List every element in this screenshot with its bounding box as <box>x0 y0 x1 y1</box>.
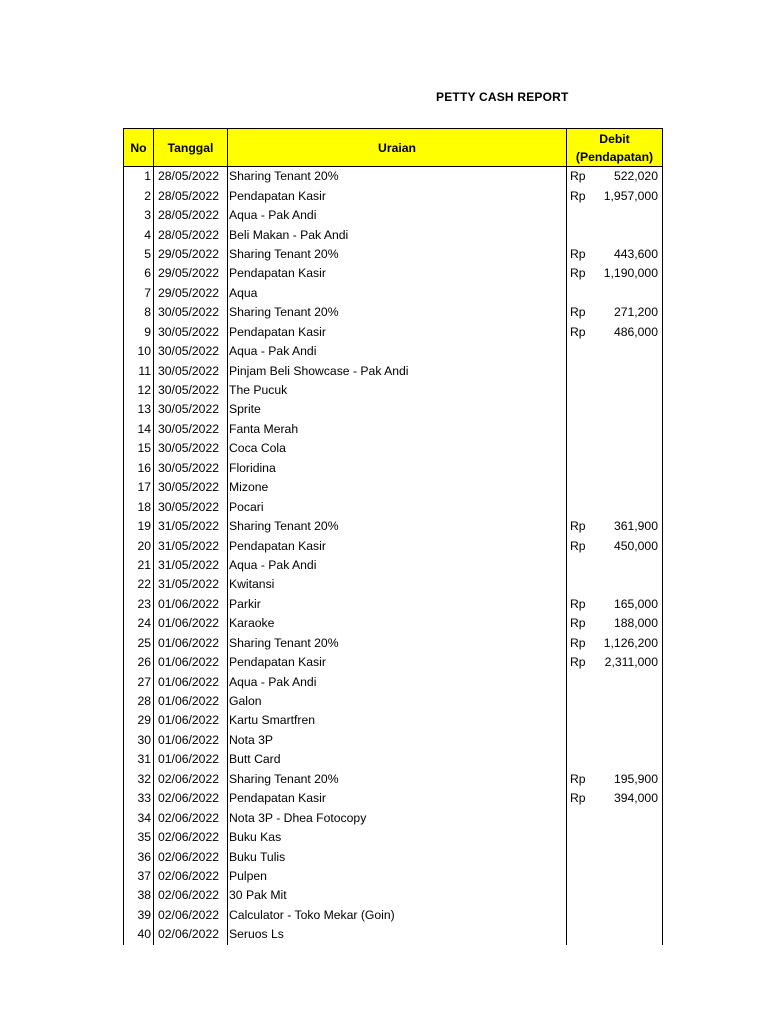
table-row <box>124 634 663 653</box>
row-number: 36 <box>124 847 154 866</box>
row-number: 27 <box>124 672 154 691</box>
row-description: Aqua - Pak Andi <box>228 342 567 361</box>
row-currency <box>567 361 591 380</box>
row-description: Floridina <box>228 459 567 478</box>
row-amount <box>591 925 663 944</box>
row-currency <box>567 497 591 516</box>
row-number: 23 <box>124 595 154 614</box>
row-currency <box>567 925 591 944</box>
row-currency <box>567 731 591 750</box>
row-number: 13 <box>124 400 154 419</box>
row-date: 28/05/2022 <box>154 225 228 244</box>
row-amount <box>591 400 663 419</box>
table-row <box>124 653 663 672</box>
row-amount: 450,000 <box>591 536 663 555</box>
row-number: 31 <box>124 750 154 769</box>
table-row <box>124 459 663 478</box>
row-amount <box>591 828 663 847</box>
table-row <box>124 361 663 380</box>
row-description: 30 Pak Mit <box>228 886 567 905</box>
row-currency <box>567 459 591 478</box>
row-description: Sharing Tenant 20% <box>228 517 567 536</box>
row-currency <box>567 692 591 711</box>
table-row <box>124 886 663 905</box>
row-number: 17 <box>124 478 154 497</box>
table-row <box>124 847 663 866</box>
table-header-row <box>124 129 663 167</box>
row-currency <box>567 478 591 497</box>
row-currency <box>567 750 591 769</box>
row-date: 02/06/2022 <box>154 906 228 925</box>
row-date: 31/05/2022 <box>154 536 228 555</box>
row-date: 30/05/2022 <box>154 478 228 497</box>
row-currency: Rp <box>570 771 586 786</box>
row-amount <box>591 556 663 575</box>
row-number: 39 <box>124 906 154 925</box>
table-row <box>124 225 663 244</box>
row-currency <box>567 711 591 730</box>
table-row <box>124 731 663 750</box>
row-amount: 394,000 <box>591 789 663 808</box>
row-description: Aqua <box>228 284 567 303</box>
row-currency <box>567 575 591 594</box>
row-currency <box>567 381 591 400</box>
row-date: 02/06/2022 <box>154 808 228 827</box>
row-number: 25 <box>124 634 154 653</box>
row-description: Sharing Tenant 20% <box>228 303 567 322</box>
row-currency: Rp <box>570 519 586 534</box>
row-description: Pendapatan Kasir <box>228 789 567 808</box>
row-number: 20 <box>124 536 154 555</box>
row-description: Nota 3P - Dhea Fotocopy <box>228 808 567 827</box>
table-row <box>124 556 663 575</box>
table-row <box>124 711 663 730</box>
row-number: 29 <box>124 711 154 730</box>
row-number: 1 <box>124 167 154 187</box>
row-date: 01/06/2022 <box>154 750 228 769</box>
header-no: No <box>124 129 154 167</box>
row-description: Buku Kas <box>228 828 567 847</box>
row-number: 40 <box>124 925 154 944</box>
row-date: 28/05/2022 <box>154 206 228 225</box>
table-row <box>124 517 663 536</box>
row-date: 30/05/2022 <box>154 400 228 419</box>
row-date: 02/06/2022 <box>154 828 228 847</box>
header-date: Tanggal <box>154 129 228 167</box>
row-date: 30/05/2022 <box>154 420 228 439</box>
row-amount: 443,600 <box>591 245 663 264</box>
row-currency <box>567 867 591 886</box>
row-amount: 486,000 <box>591 323 663 342</box>
row-description: Kartu Smartfren <box>228 711 567 730</box>
row-date: 31/05/2022 <box>154 575 228 594</box>
report-title: PETTY CASH REPORT <box>436 90 569 104</box>
row-currency <box>567 828 591 847</box>
table-row <box>124 692 663 711</box>
row-date: 29/05/2022 <box>154 245 228 264</box>
row-currency <box>567 284 591 303</box>
row-date: 30/05/2022 <box>154 381 228 400</box>
row-number: 28 <box>124 692 154 711</box>
row-currency: Rp <box>570 188 586 203</box>
row-amount <box>591 497 663 516</box>
row-number: 10 <box>124 342 154 361</box>
header-debit <box>567 129 663 167</box>
row-amount <box>591 439 663 458</box>
row-number: 18 <box>124 497 154 516</box>
row-currency <box>567 672 591 691</box>
row-date: 01/06/2022 <box>154 614 228 633</box>
table-row <box>124 186 663 205</box>
row-amount <box>591 750 663 769</box>
row-amount <box>591 381 663 400</box>
row-currency: Rp <box>570 616 586 631</box>
table-row <box>124 303 663 322</box>
row-date: 30/05/2022 <box>154 497 228 516</box>
row-description: Fanta Merah <box>228 420 567 439</box>
table-row <box>124 750 663 769</box>
row-date: 29/05/2022 <box>154 284 228 303</box>
row-date: 30/05/2022 <box>154 459 228 478</box>
row-amount <box>591 731 663 750</box>
row-currency: Rp <box>570 266 586 281</box>
row-date: 01/06/2022 <box>154 595 228 614</box>
row-description: Beli Makan - Pak Andi <box>228 225 567 244</box>
row-date: 31/05/2022 <box>154 517 228 536</box>
row-description: Sprite <box>228 400 567 419</box>
table-row <box>124 672 663 691</box>
row-amount: 165,000 <box>591 595 663 614</box>
row-description: Parkir <box>228 595 567 614</box>
row-currency <box>567 420 591 439</box>
row-date: 02/06/2022 <box>154 770 228 789</box>
row-description: Sharing Tenant 20% <box>228 634 567 653</box>
table-row <box>124 323 663 342</box>
row-currency <box>567 847 591 866</box>
row-currency <box>567 906 591 925</box>
row-amount: 1,957,000 <box>591 186 663 205</box>
row-description: Pendapatan Kasir <box>228 186 567 205</box>
row-amount <box>591 692 663 711</box>
row-description: Coca Cola <box>228 439 567 458</box>
row-description: Pinjam Beli Showcase - Pak Andi <box>228 361 567 380</box>
row-currency: Rp <box>570 324 586 339</box>
row-amount: 1,126,200 <box>591 634 663 653</box>
row-date: 02/06/2022 <box>154 789 228 808</box>
row-currency <box>567 400 591 419</box>
row-amount <box>591 459 663 478</box>
row-description: Pocari <box>228 497 567 516</box>
row-number: 26 <box>124 653 154 672</box>
table-row <box>124 478 663 497</box>
row-currency: Rp <box>570 246 586 261</box>
row-number: 19 <box>124 517 154 536</box>
row-currency: Rp <box>570 305 586 320</box>
row-description: Butt Card <box>228 750 567 769</box>
row-number: 3 <box>124 206 154 225</box>
table-row <box>124 828 663 847</box>
row-amount <box>591 342 663 361</box>
row-currency <box>567 808 591 827</box>
row-date: 01/06/2022 <box>154 634 228 653</box>
row-number: 21 <box>124 556 154 575</box>
row-number: 34 <box>124 808 154 827</box>
table-row <box>124 497 663 516</box>
table-row <box>124 575 663 594</box>
row-description: Karaoke <box>228 614 567 633</box>
row-amount: 2,311,000 <box>591 653 663 672</box>
row-currency: Rp <box>570 596 586 611</box>
row-amount: 1,190,000 <box>591 264 663 283</box>
row-description: Sharing Tenant 20% <box>228 770 567 789</box>
row-currency: Rp <box>570 791 586 806</box>
row-number: 11 <box>124 361 154 380</box>
row-amount: 361,900 <box>591 517 663 536</box>
row-number: 12 <box>124 381 154 400</box>
row-description: Aqua - Pak Andi <box>228 206 567 225</box>
row-number: 9 <box>124 323 154 342</box>
table-row <box>124 342 663 361</box>
row-number: 8 <box>124 303 154 322</box>
row-number: 38 <box>124 886 154 905</box>
table-row <box>124 789 663 808</box>
table-body <box>124 167 663 945</box>
row-currency <box>567 206 591 225</box>
row-date: 29/05/2022 <box>154 264 228 283</box>
row-currency <box>567 886 591 905</box>
table-row <box>124 808 663 827</box>
table-row <box>124 167 663 187</box>
row-amount <box>591 478 663 497</box>
row-description: Nota 3P <box>228 731 567 750</box>
row-description: Mizone <box>228 478 567 497</box>
row-number: 35 <box>124 828 154 847</box>
row-currency <box>567 342 591 361</box>
table-row <box>124 867 663 886</box>
row-date: 30/05/2022 <box>154 323 228 342</box>
table-row <box>124 595 663 614</box>
row-number: 7 <box>124 284 154 303</box>
table-row <box>124 906 663 925</box>
row-amount: 522,020 <box>591 167 663 187</box>
row-description: Pendapatan Kasir <box>228 536 567 555</box>
row-date: 01/06/2022 <box>154 653 228 672</box>
row-amount <box>591 906 663 925</box>
row-currency <box>567 225 591 244</box>
petty-cash-table <box>123 128 663 945</box>
row-description: Pendapatan Kasir <box>228 323 567 342</box>
row-description: Galon <box>228 692 567 711</box>
row-date: 31/05/2022 <box>154 556 228 575</box>
row-description: Pendapatan Kasir <box>228 264 567 283</box>
row-currency: Rp <box>570 635 586 650</box>
row-amount <box>591 361 663 380</box>
row-amount: 195,900 <box>591 770 663 789</box>
row-description: Kwitansi <box>228 575 567 594</box>
row-number: 6 <box>124 264 154 283</box>
row-date: 30/05/2022 <box>154 342 228 361</box>
row-number: 30 <box>124 731 154 750</box>
header-debit-line1: Debit <box>599 131 630 146</box>
table-row <box>124 206 663 225</box>
row-number: 33 <box>124 789 154 808</box>
row-description: Seruos Ls <box>228 925 567 944</box>
row-date: 01/06/2022 <box>154 672 228 691</box>
table-row <box>124 925 663 944</box>
row-number: 15 <box>124 439 154 458</box>
row-date: 02/06/2022 <box>154 886 228 905</box>
row-date: 01/06/2022 <box>154 711 228 730</box>
row-amount <box>591 284 663 303</box>
row-description: Aqua - Pak Andi <box>228 556 567 575</box>
table-row <box>124 400 663 419</box>
row-currency <box>567 556 591 575</box>
row-number: 32 <box>124 770 154 789</box>
table-row <box>124 264 663 283</box>
row-description: Aqua - Pak Andi <box>228 672 567 691</box>
row-date: 30/05/2022 <box>154 361 228 380</box>
row-currency: Rp <box>570 169 586 184</box>
row-number: 37 <box>124 867 154 886</box>
table-row <box>124 245 663 264</box>
row-amount <box>591 206 663 225</box>
row-number: 22 <box>124 575 154 594</box>
row-amount: 188,000 <box>591 614 663 633</box>
table-row <box>124 614 663 633</box>
row-description: Pulpen <box>228 867 567 886</box>
row-currency: Rp <box>570 538 586 553</box>
row-date: 01/06/2022 <box>154 692 228 711</box>
row-amount <box>591 847 663 866</box>
row-description: Buku Tulis <box>228 847 567 866</box>
row-amount <box>591 575 663 594</box>
row-date: 30/05/2022 <box>154 303 228 322</box>
row-number: 14 <box>124 420 154 439</box>
row-number: 5 <box>124 245 154 264</box>
row-date: 02/06/2022 <box>154 847 228 866</box>
row-amount <box>591 886 663 905</box>
row-amount <box>591 808 663 827</box>
row-description: The Pucuk <box>228 381 567 400</box>
row-amount: 271,200 <box>591 303 663 322</box>
row-currency: Rp <box>570 655 586 670</box>
header-description: Uraian <box>228 129 567 167</box>
row-date: 02/06/2022 <box>154 925 228 944</box>
row-number: 2 <box>124 186 154 205</box>
row-currency <box>567 439 591 458</box>
row-amount <box>591 672 663 691</box>
row-amount <box>591 711 663 730</box>
row-date: 28/05/2022 <box>154 167 228 187</box>
row-date: 02/06/2022 <box>154 867 228 886</box>
row-description: Calculator - Toko Mekar (Goin) <box>228 906 567 925</box>
header-debit-line2: (Pendapatan) <box>575 149 654 164</box>
row-date: 28/05/2022 <box>154 186 228 205</box>
row-amount <box>591 225 663 244</box>
row-description: Sharing Tenant 20% <box>228 245 567 264</box>
table-row <box>124 381 663 400</box>
row-description: Sharing Tenant 20% <box>228 167 567 187</box>
table-row <box>124 770 663 789</box>
table-row <box>124 439 663 458</box>
row-date: 30/05/2022 <box>154 439 228 458</box>
row-number: 4 <box>124 225 154 244</box>
row-amount <box>591 867 663 886</box>
table-row <box>124 536 663 555</box>
table-row <box>124 284 663 303</box>
row-number: 24 <box>124 614 154 633</box>
row-date: 01/06/2022 <box>154 731 228 750</box>
row-number: 16 <box>124 459 154 478</box>
row-description: Pendapatan Kasir <box>228 653 567 672</box>
row-amount <box>591 420 663 439</box>
table-row <box>124 420 663 439</box>
